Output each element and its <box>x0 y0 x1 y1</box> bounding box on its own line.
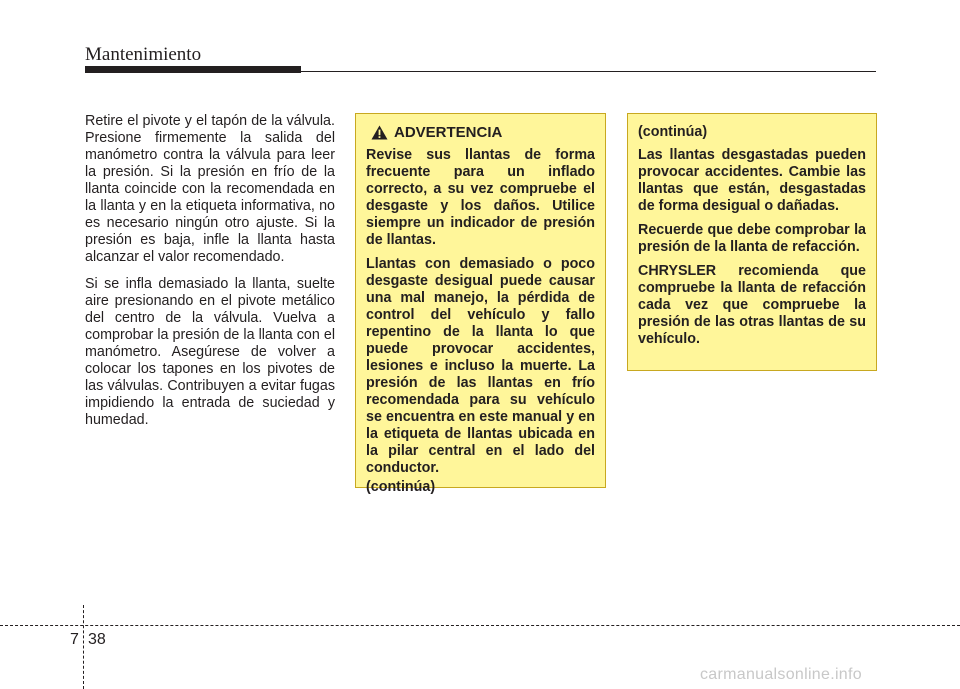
warning-paragraph: CHRYSLER recomienda que compruebe la llanta de refacción cada vez que compruebe la presión de las otras llantas de su vehículo. <box>638 263 866 347</box>
warning-paragraph: Recuerde que debe comprobar la presión de la llanta de refacción. <box>638 222 866 255</box>
header-rule-thick <box>85 66 301 73</box>
section-title: Mantenimiento <box>85 44 202 65</box>
body-paragraph: Retire el pivote y el tapón de la válvula. Presione firmemente la salida del manómetro contra la válvula para leer la presión. Si la presión en frío de la llanta coincide con la recomendada en la llanta y en la etiqueta informativa, no es necesario ningún otro ajuste. Si la presión es baja, infle la llanta hasta alcanzar el valor recomendado. <box>85 113 335 265</box>
warning-paragraph: Revise sus llantas de forma frecuente para un inflado correcto, a su vez compruebe el desgaste y los daños. Utilice siempre un indicador de presión de llantas. <box>366 147 595 248</box>
watermark: carmanualsonline.info <box>700 666 862 683</box>
warning-paragraph: Llantas con demasiado o poco desgaste desigual puede causar una mal manejo, la pérdida de control del vehículo y fallo repentino de la llanta lo que puede provocar accidentes, lesiones e incluso la muerte. La presión de las llantas en frío recomendada para su vehículo se encuentra en este manual y en la etiqueta de llantas ubicada en la pilar central en el lado del conductor. <box>366 256 595 476</box>
page-number: 38 <box>88 631 106 648</box>
chapter-number: 7 <box>70 631 79 648</box>
body-paragraph: Si se infla demasiado la llanta, suelte aire presionando en el pivote metálico del centro de la válvula. Vuelva a comprobar la presión de la llanta con el manómetro. Asegúrese de volver a colocar los tapones en los pivotes de las válvulas. Contribuyen a evitar fugas impidiendo la entrada de suciedad y humedad. <box>85 276 335 428</box>
warning-paragraph: Las llantas desgastadas pueden provocar accidentes. Cambie las llantas que están, desgastadas de forma desigual o dañadas. <box>638 147 866 214</box>
warning-triangle-icon <box>371 125 388 140</box>
warning-title: ADVERTENCIA <box>394 124 503 141</box>
continues-label: (continúa) <box>366 479 436 495</box>
warning-box-right <box>627 113 877 371</box>
footer-separator <box>83 605 84 689</box>
warning-header <box>371 124 595 141</box>
header-rule-thin <box>301 71 876 72</box>
footer-rule <box>0 625 960 626</box>
continued-label: (continúa) <box>638 124 708 140</box>
warning-box-left <box>355 113 606 495</box>
body-text-column <box>85 113 335 439</box>
